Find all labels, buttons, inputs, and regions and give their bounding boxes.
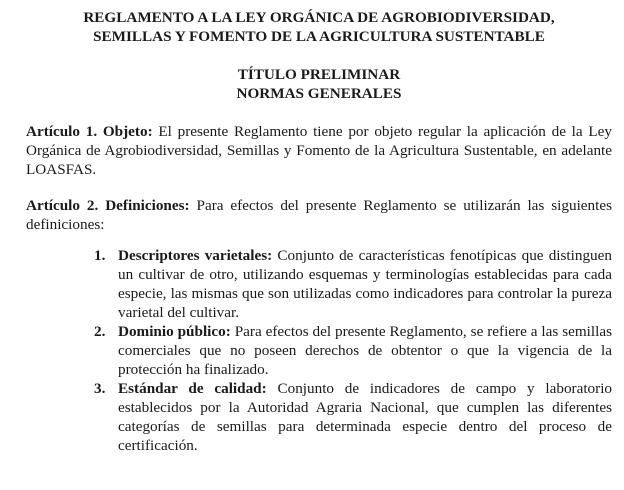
article-1 xyxy=(26,122,612,179)
title-line-1: REGLAMENTO A LA LEY ORGÁNICA DE AGROBIODIVERSIDAD, xyxy=(83,9,555,26)
definition-text-block xyxy=(118,322,612,379)
definition-item xyxy=(26,322,612,379)
paragraph-gap xyxy=(26,179,612,196)
section-heading-line-2: NORMAS GENERALES xyxy=(236,85,402,102)
definition-number: 1. xyxy=(94,247,106,264)
definition-term: Descriptores varietales: xyxy=(118,247,273,264)
definition-item xyxy=(26,379,612,455)
definition-number: 2. xyxy=(94,323,106,340)
definition-term: Dominio público: xyxy=(118,323,231,340)
article-2-body: Para efectos del presente Reglamento se utilizarán las siguientes definiciones: xyxy=(26,197,612,233)
definition-term: Estándar de calidad: xyxy=(118,380,267,397)
definition-text: Conjunto de indicadores de campo y laboratorio establecidos por la Autoridad Agraria Nacional, que cumplen las diferentes categorías de semillas para determinada especie dentro del proceso de certificación. xyxy=(118,380,613,454)
definition-item xyxy=(26,246,612,322)
definition-text: Para efectos del presente Reglamento, se refiere a las semillas comerciales que no poseen derechos de obtentor o que la vigencia de la protección ha finalizado. xyxy=(118,323,612,378)
article-1-body: El presente Reglamento tiene por objeto regular la aplicación de la Ley Orgánica de Agrobiodiversidad, Semillas y Fomento de la Agricultura Sustentable, en adelante LOASFAS. xyxy=(26,123,612,178)
definitions-list xyxy=(26,246,612,455)
definition-text-block xyxy=(118,379,612,455)
definition-text: Conjunto de características fenotípicas que distinguen un cultivar de otro, utilizando esquemas y terminologías establecidas para cada especie, las mismas que son utilizadas como indicadores para controlar la pureza varietal del cultivar. xyxy=(118,247,612,321)
definition-number: 3. xyxy=(94,380,106,397)
section-heading-line-1: TÍTULO PRELIMINAR xyxy=(237,66,401,83)
definition-text-block xyxy=(118,246,612,322)
title-line-2: SEMILLAS Y FOMENTO DE LA AGRICULTURA SUSTENTABLE xyxy=(93,28,545,45)
document-title xyxy=(26,8,612,46)
article-2-heading: Artículo 2. Definiciones: xyxy=(26,197,190,214)
section-heading xyxy=(26,65,612,103)
article-1-heading: Artículo 1. Objeto: xyxy=(26,123,153,140)
article-2 xyxy=(26,196,612,234)
